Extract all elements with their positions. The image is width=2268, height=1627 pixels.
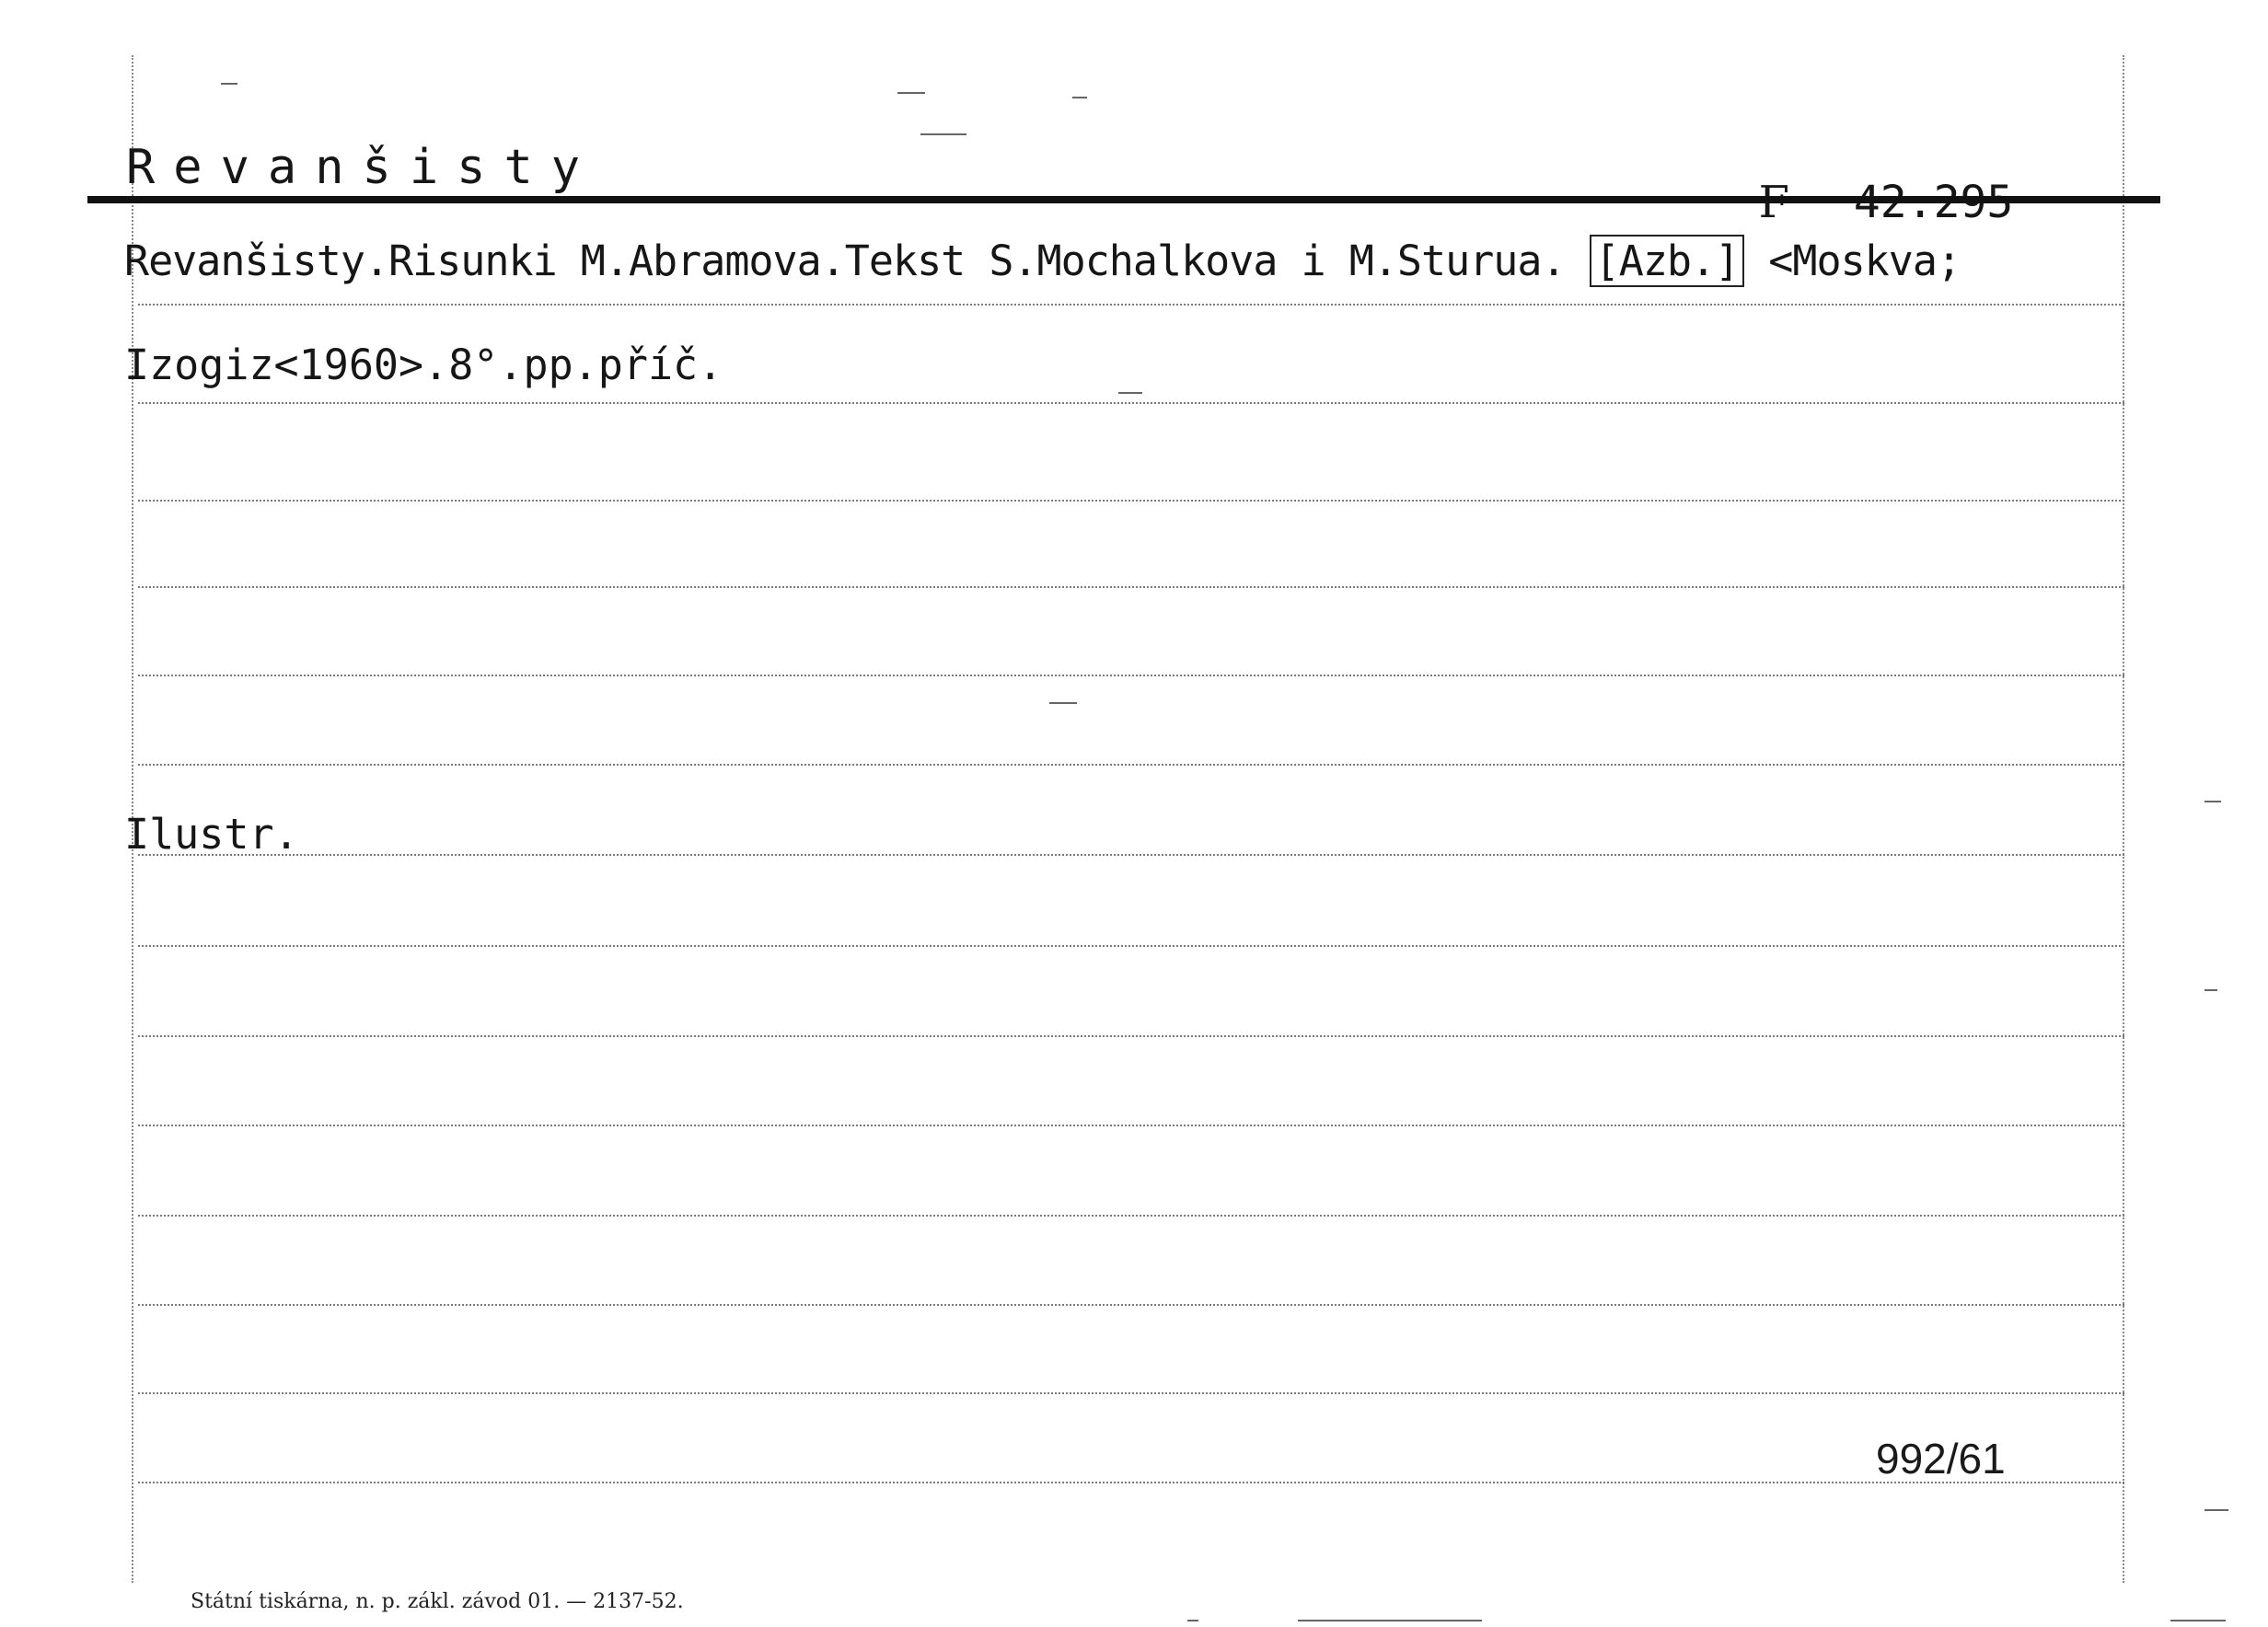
ruled-line [138, 402, 2124, 404]
accession-number: 992/61 [1876, 1435, 2006, 1483]
scan-speck [221, 83, 237, 85]
entry-line-2: Izogiz<1960>.8°.pp.příč. [124, 340, 723, 389]
entry-place: <Moskva; [1744, 237, 1961, 285]
ruled-line [138, 586, 2124, 588]
scan-speck [2204, 801, 2221, 802]
entry-note: Ilustr. [124, 810, 299, 859]
scan-speck [1049, 702, 1077, 704]
entry-authors: .Tekst S.Mochalkova i M.Sturua. [820, 237, 1590, 285]
ruled-line [138, 1304, 2124, 1306]
scan-speck [1187, 1620, 1198, 1621]
scan-speck [2204, 1509, 2228, 1511]
scan-speck [1072, 97, 1087, 98]
ruled-line [138, 1392, 2124, 1394]
ruled-line [138, 1215, 2124, 1217]
ruled-line [138, 1035, 2124, 1037]
ruled-line [138, 1125, 2124, 1126]
scan-speck [2204, 989, 2217, 991]
ruled-line [138, 945, 2124, 947]
ruled-line [138, 500, 2124, 502]
ruled-line [138, 764, 2124, 766]
entry-line-1 [124, 235, 1961, 287]
script-note: [Azb.] [1590, 235, 1745, 287]
ruled-line [138, 675, 2124, 676]
printer-imprint: Státní tiskárna, n. p. zákl. závod 01. — 2137-52. [191, 1590, 684, 1613]
card-heading: Revanšisty [126, 140, 599, 195]
ruled-line [138, 304, 2124, 306]
scan-speck [2170, 1620, 2226, 1621]
scan-speck [897, 92, 925, 94]
entry-illustrator: .Risunki M.Abramova [364, 237, 821, 285]
scan-speck [920, 133, 966, 135]
ruled-line [138, 1482, 2124, 1483]
ruled-line [138, 854, 2124, 856]
heading-rule [87, 196, 2160, 203]
entry-title: Revanšisty [124, 237, 364, 285]
scan-speck [1298, 1620, 1482, 1621]
scan-speck [1118, 392, 1142, 394]
right-perforation-edge [2123, 55, 2124, 1583]
